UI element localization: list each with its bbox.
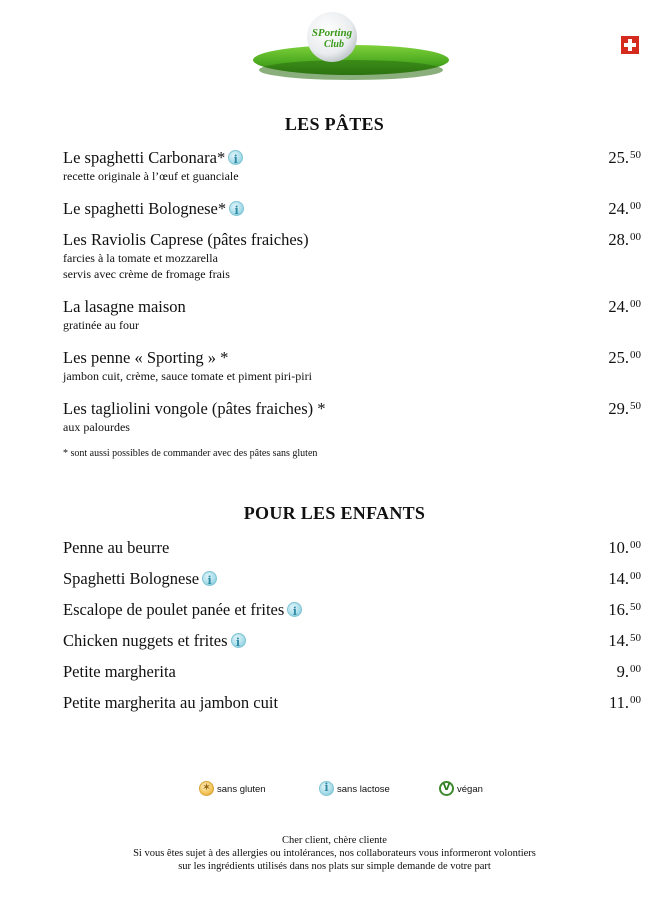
swiss-flag-icon[interactable] <box>621 36 639 54</box>
item-name: Penne au beurre <box>63 538 170 557</box>
lactose-free-icon <box>228 150 243 165</box>
menu-item <box>63 230 641 282</box>
legend-lactose-free <box>319 781 390 796</box>
menu-item <box>63 631 641 651</box>
menu-item <box>63 348 641 384</box>
item-name: Escalope de poulet panée et frites <box>63 600 285 619</box>
item-price: 25.00 <box>608 348 641 367</box>
menu-item <box>63 148 641 184</box>
notice-line: sur les ingrédients utilisés dans nos plats sur simple demande de votre part <box>178 861 491 872</box>
notice-line: Si vous êtes sujet à des allergies ou intolérances, nos collaborateurs vous informeront volontiers <box>133 848 536 859</box>
logo-text-2: Club <box>323 39 345 50</box>
item-name: Petite margherita <box>63 662 176 681</box>
legend-label: sans lactose <box>337 784 390 795</box>
item-price: 25.50 <box>608 148 641 167</box>
item-name: Les Raviolis Caprese (pâtes fraiches) <box>63 230 309 249</box>
menu-item <box>63 662 641 682</box>
gluten-footnote: * sont aussi possibles de commander avec des pâtes sans gluten <box>63 448 318 459</box>
item-price: 14.00 <box>608 569 641 588</box>
item-name: Petite margherita au jambon cuit <box>63 693 279 712</box>
item-description: aux palourdes <box>63 420 130 434</box>
item-price: 24.00 <box>608 297 641 316</box>
item-description: recette originale à l’œuf et guanciale <box>63 169 239 183</box>
item-name: Les penne « Sporting » * <box>63 348 229 367</box>
legend-gluten-free <box>199 781 266 796</box>
section-title-enfants: POUR LES ENFANTS <box>243 503 426 523</box>
item-name: Le spaghetti Carbonara* <box>63 148 226 167</box>
item-name: Chicken nuggets et frites <box>63 631 228 650</box>
item-price: 11.00 <box>608 693 641 712</box>
lactose-free-icon <box>319 781 334 796</box>
item-price: 16.50 <box>608 600 641 619</box>
item-price: 24.00 <box>608 199 641 218</box>
item-price: 28.00 <box>608 230 641 249</box>
item-description: jambon cuit, crème, sauce tomate et piment piri-piri <box>63 369 312 383</box>
menu-item <box>63 600 641 620</box>
gluten-free-icon <box>199 781 214 796</box>
lactose-free-icon <box>202 571 217 586</box>
allergy-notice <box>0 834 669 873</box>
notice-line: Cher client, chère cliente <box>282 835 387 846</box>
lactose-free-icon <box>231 633 246 648</box>
legend-label: végan <box>457 784 483 795</box>
menu-item <box>63 199 641 219</box>
legend-vegan <box>439 781 483 796</box>
item-price: 14.50 <box>608 631 641 650</box>
section-title-pates: LES PÂTES <box>284 114 385 134</box>
menu-item <box>63 569 641 589</box>
item-price: 9.00 <box>616 662 641 681</box>
item-description: gratinée au four <box>63 318 139 332</box>
item-name: Spaghetti Bolognese <box>63 569 200 588</box>
item-name: Les tagliolini vongole (pâtes fraiches) * <box>63 399 326 418</box>
item-description: farcies à la tomate et mozzarella <box>63 251 218 265</box>
menu-item <box>63 538 641 558</box>
menu-item <box>63 399 641 435</box>
logo-text-1: SPorting <box>311 27 353 39</box>
lactose-free-icon <box>229 201 244 216</box>
lactose-free-icon <box>287 602 302 617</box>
menu-item <box>63 297 641 333</box>
menu-item <box>63 693 641 713</box>
item-description: servis avec crème de fromage frais <box>63 267 230 281</box>
sporting-club-logo <box>252 10 450 82</box>
item-name: La lasagne maison <box>63 297 186 316</box>
item-price: 10.00 <box>608 538 641 557</box>
vegan-icon <box>439 781 454 796</box>
item-name: Le spaghetti Bolognese* <box>63 199 227 218</box>
item-price: 29.50 <box>608 399 641 418</box>
legend-label: sans gluten <box>217 784 266 795</box>
